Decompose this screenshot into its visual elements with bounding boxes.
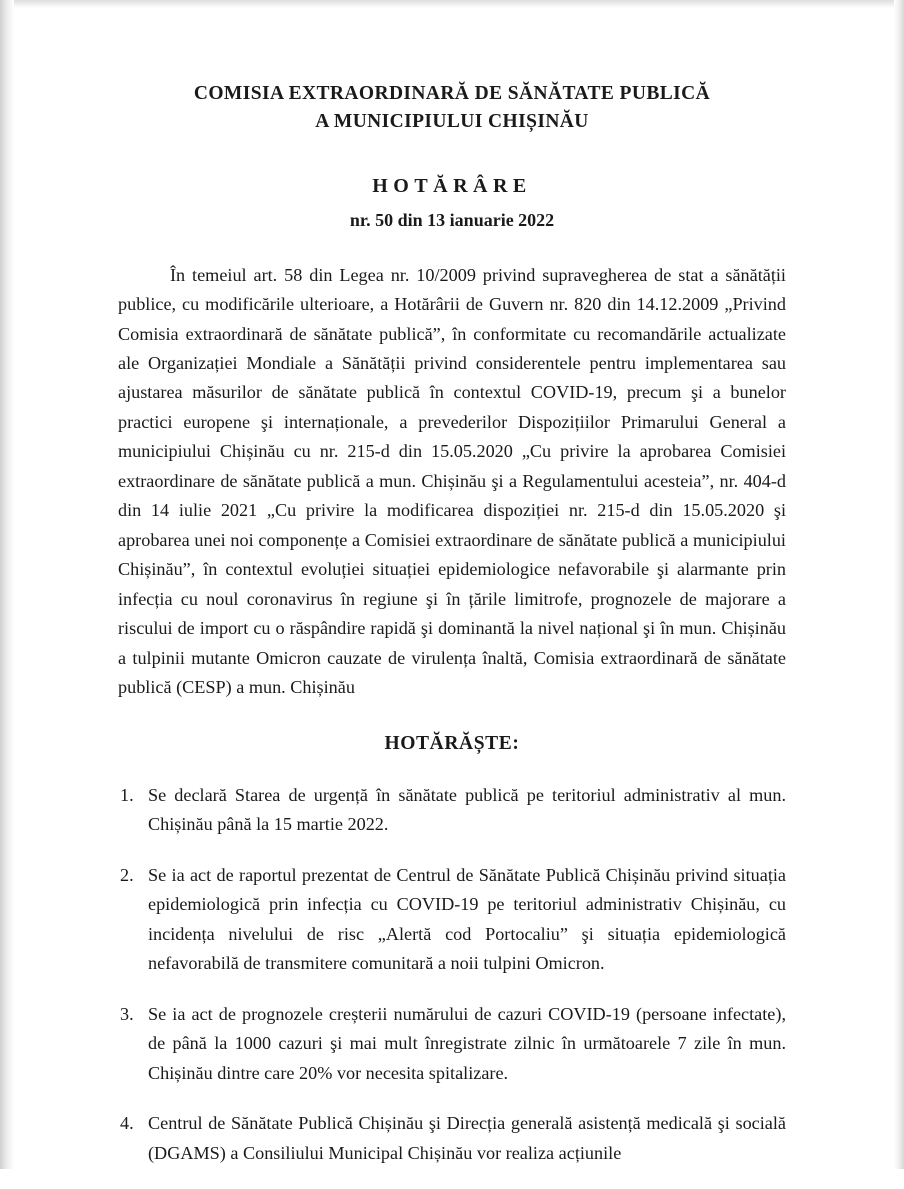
list-item: [118, 861, 786, 979]
document-kind: HOTĂRÂRE: [372, 174, 532, 197]
list-item-text: Se declară Starea de urgență în sănătate publică pe teritoriul administrativ al mun. Chișinău până la 15 martie 2022.: [148, 784, 786, 835]
list-item: [118, 1109, 786, 1168]
list-item-number: 3.: [120, 1003, 134, 1024]
institution-name-line-1: COMISIA EXTRAORDINARĂ DE SĂNĂTATE PUBLICĂ: [193, 83, 711, 104]
document-header: [118, 80, 786, 137]
list-item-text: Se ia act de prognozele creșterii numărului de cazuri COVID-19 (persoane infectate), de până la 1000 cazuri şi mai mult înregistrate zilnic în următoarele 7 zile în mun. Chișinău dintre care 20% vor necesita spitalizare.: [148, 1003, 786, 1083]
scan-edge-right: [894, 0, 904, 1169]
list-item-text: Centrul de Sănătate Publică Chișinău şi Direcția generală asistență medicală şi socială (DGAMS) a Consiliului Municipal Chișinău vor realiza acțiunile: [148, 1113, 786, 1163]
decision-list: [118, 781, 786, 1168]
list-item-number: 1.: [120, 784, 134, 805]
preamble-paragraph: În temeiul art. 58 din Legea nr. 10/2009 privind supravegherea de stat a sănătății publice, cu modificările ulterioare, a Hotărârii de Guvern nr. 820 din 14.12.2009 „Privind Comisia extraordinară de sănătate publică”, în conformitate cu recomandările actualizate ale Organizației Mondiale a Sănătății privind considerentele pentru implementarea sau ajustarea măsurilor de sănătate publică în contextul COVID-19, precum şi a bunelor practici europene şi internaționale, a prevederilor Dispozițiilor Primarului General a municipiului Chișinău cu nr. 215-d din 15.05.2020 „Cu privire la aprobarea Comisiei extraordinare de sănătate publică a mun. Chișinău şi a Regulamentului acesteia”, nr. 404-d din 14 iulie 2021 „Cu privire la modificarea dispoziției nr. 215-d din 15.05.2020 şi aprobarea unei noi componențe a Comisiei extraordinare de sănătate publică a municipiului Chișinău”, în contextul evoluției situației epidemiologice nefavorabile şi alarmante prin infecția cu noul coronavirus în regiune şi în țările limitrofe, prognozele de majorare a riscului de import cu o răspândire rapidă şi dominantă la nivel național şi în mun. Chișinău a tulpinii mutante Omicron cauzate de virulența înaltă, Comisia extraordinară de sănătate publică (CESP) a mun. Chișinău: [118, 264, 786, 698]
document-number: nr. 50 din 13 ianuarie 2022: [349, 209, 555, 230]
list-item: [118, 781, 786, 840]
list-item: [118, 1000, 786, 1088]
list-item-text: Se ia act de raportul prezentat de Centrul de Sănătate Publică Chișinău privind situația epidemiologică prin infecția cu COVID-19 pe teritoriul administrativ Chișinău, cu incidența nivelului de risc „Alertă cod Portocaliu” şi situația epidemiologică nefavorabilă de transmitere comunitară a noii tulpini Omicron.: [148, 864, 786, 974]
scan-edge-top: [0, 0, 904, 8]
decides-heading: HOTĂRĂȘTE:: [384, 732, 520, 754]
scan-edge-left: [0, 0, 14, 1169]
document-body: [118, 80, 786, 1189]
list-item-number: 2.: [120, 864, 134, 885]
list-item-number: 4.: [120, 1113, 134, 1134]
institution-name-line-2: A MUNICIPIULUI CHIȘINĂU: [315, 111, 589, 133]
